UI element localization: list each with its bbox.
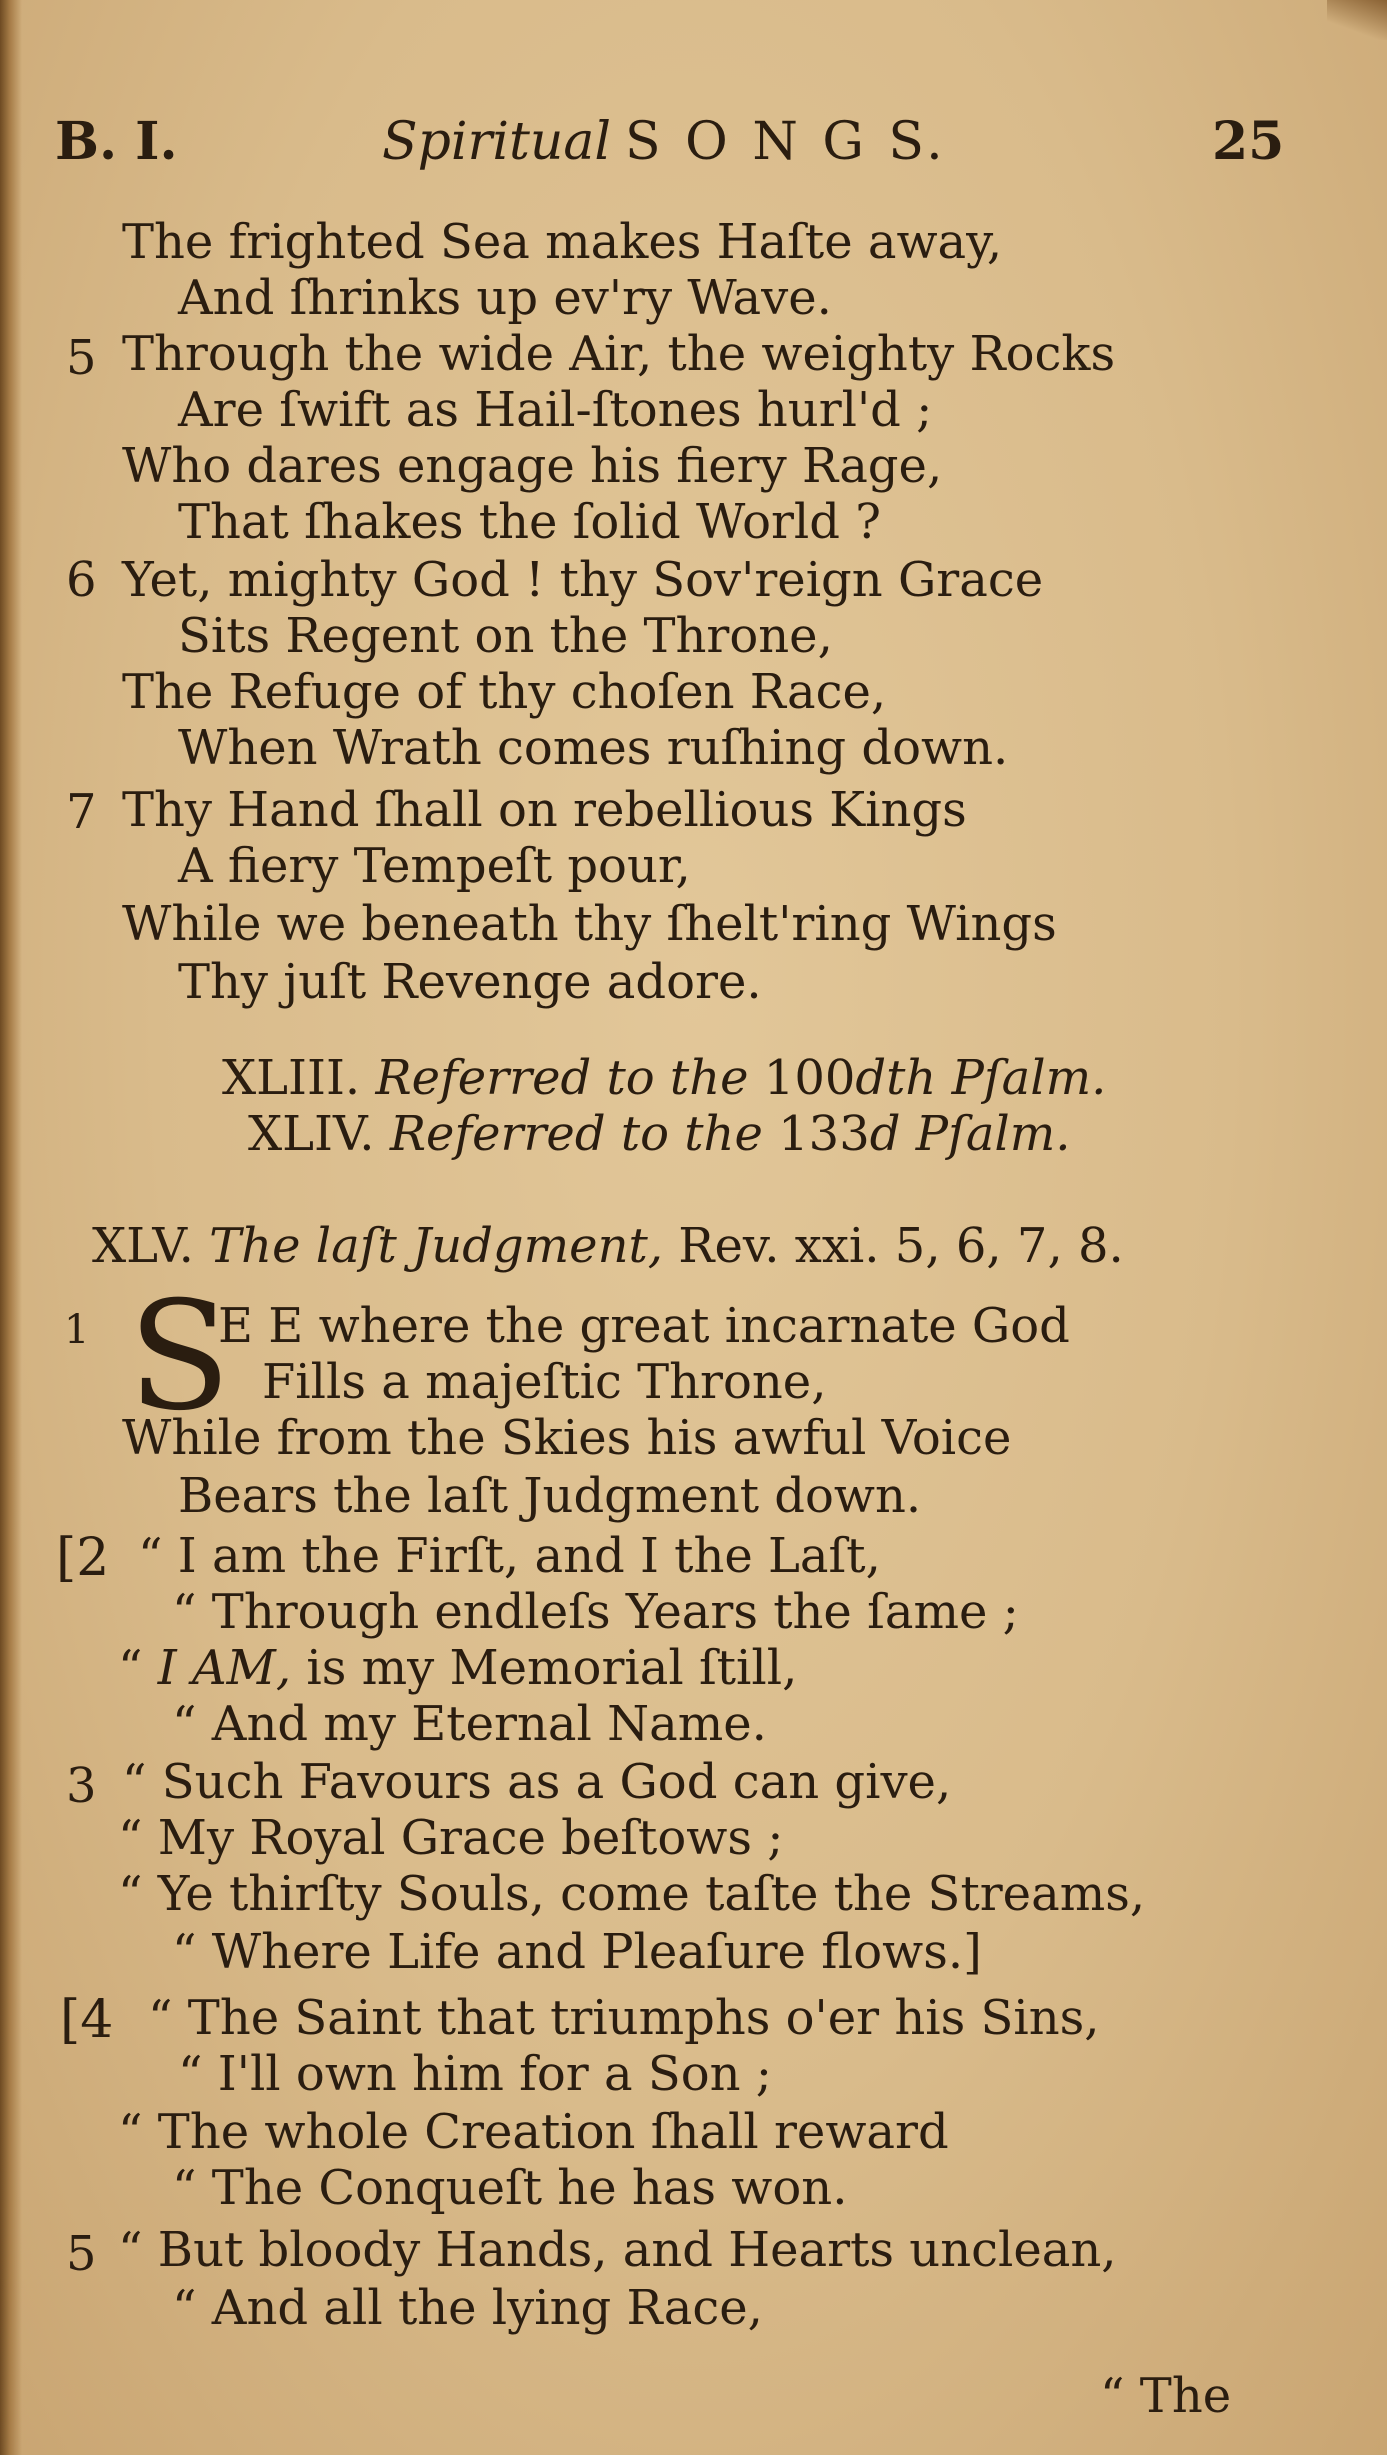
verse-line: Fills a majeſtic Throne, [262,1354,827,1410]
stanza-number: [4 [60,1990,114,2050]
verse-line: “ The Saint that triumphs o'er his Sins, [148,1990,1100,2046]
psalm-reference [222,1050,1106,1106]
verse-line: While from the Skies his awful Voice [122,1410,1012,1466]
verse-line: E E where the great incarnate God [218,1298,1070,1354]
verse-line: “ The whole Creation ſhall reward [118,2104,949,2160]
verse-line: Yet, mighty God ! thy Sov'reign Grace [122,552,1044,608]
page-binding-edge [0,0,22,2455]
verse-line: “ Where Life and Pleaſure flows.] [172,1924,982,1980]
header-title-italic: Spiritual [382,112,612,172]
hymn-title-italic: The laſt Judgment, [209,1218,664,1274]
reference-psalm-number: 100 [763,1050,856,1106]
verse-line: That ſhakes the ſolid World ? [178,494,881,550]
hymn-scripture-reference: Rev. xxi. 5, 6, 7, 8. [678,1218,1124,1274]
verse-line: And ſhrinks up ev'ry Wave. [178,270,832,326]
verse-text: is my Memorial ſtill, [291,1640,798,1696]
verse-line: When Wrath comes ruſhing down. [178,720,1009,776]
stanza-number: 5 [66,330,97,386]
stanza-number: 7 [66,784,97,840]
verse-line: “ The Conqueſt he has won. [172,2160,848,2216]
header-title-caps: S O N G S. [625,112,947,172]
psalm-reference [248,1106,1071,1162]
reference-suffix: d Pſalm. [869,1106,1071,1162]
verse-line: The frighted Sea makes Haſte away, [122,214,1003,270]
verse-line: “ And my Eternal Name. [172,1696,767,1752]
hymn-number: XLV. [92,1218,194,1274]
reference-text: Referred to the [389,1106,763,1162]
reference-text: Referred to the [375,1050,749,1106]
header-book: B. I. [55,111,178,172]
verse-line: “ I am the Firſt, and I the Laſt, [138,1528,881,1584]
verse-line: A fiery Tempeſt pour, [178,838,691,894]
verse-line [118,1640,797,1696]
verse-line: “ Ye thirſty Souls, come taſte the Streams, [118,1866,1146,1922]
page-corner-shadow [1327,0,1387,40]
reference-number: XLIII. [222,1050,361,1106]
verse-line: “ And all the lying Race, [172,2280,763,2336]
stanza-number: 5 [66,2226,97,2282]
verse-line: Through the wide Air, the weighty Rocks [122,326,1116,382]
verse-line: “ My Royal Grace beſtows ; [118,1810,784,1866]
verse-line: “ Through endleſs Years the ſame ; [172,1584,1019,1640]
verse-line: Thy Hand ſhall on rebellious Kings [122,782,967,838]
verse-line: The Refuge of thy choſen Race, [122,664,887,720]
verse-line: Bears the laſt Judgment down. [178,1468,922,1524]
hymn-title [92,1218,1124,1274]
drop-cap: S [128,1270,231,1444]
verse-line: While we beneath thy ſhelt'ring Wings [122,896,1057,952]
stanza-number: 3 [66,1758,97,1814]
stanza-number: 6 [66,552,97,608]
verse-line: “ Such Favours as a God can give, [122,1754,952,1810]
header-page-number: 25 [1212,111,1285,172]
verse-line: Thy juſt Revenge adore. [178,954,762,1010]
stanza-number: 1 [64,1307,90,1353]
divine-name: I AM, [157,1640,292,1696]
reference-number: XLIV. [248,1106,375,1162]
verse-line: Who dares engage his fiery Rage, [122,438,943,494]
stanza-number: [2 [56,1528,110,1588]
quote-mark: “ [118,1640,158,1696]
verse-line: Sits Regent on the Throne, [178,608,833,664]
reference-suffix: dth Pſalm. [855,1050,1107,1106]
verse-line: Are ſwift as Hail-ſtones hurl'd ; [178,382,933,438]
reference-psalm-number: 133 [778,1106,870,1162]
verse-line: “ But bloody Hands, and Hearts unclean, [118,2222,1117,2278]
verse-line: “ I'll own him for a Son ; [178,2046,772,2102]
catchword: “ The [1100,2368,1232,2424]
